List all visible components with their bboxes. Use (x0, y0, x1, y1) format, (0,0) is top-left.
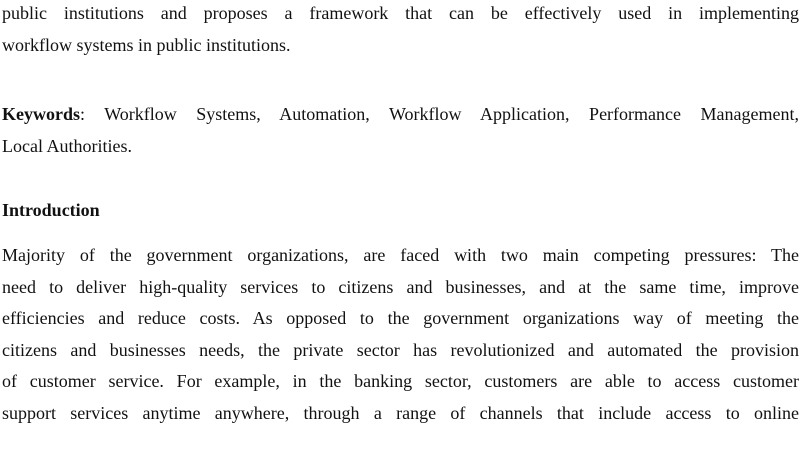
keywords-label: Keywords (2, 104, 80, 124)
abstract-continuation (2, 0, 799, 61)
intro-line-4: citizens and businesses needs, the private sector has revolutionized and automated the provision (2, 339, 799, 360)
intro-line-5: of customer service. For example, in the banking sector, customers are able to access customer (2, 371, 799, 392)
section-heading-introduction: Introduction (2, 200, 100, 220)
keywords-list-part-1: : Workflow Systems, Automation, Workflow Application, Performance Management, (80, 104, 799, 124)
abstract-line-2: workflow systems in public institutions. (2, 34, 291, 55)
abstract-line-1: public institutions and proposes a framework that can be effectively used in implementing (2, 3, 799, 23)
introduction-paragraph (2, 240, 799, 430)
keywords-line-2: Local Authorities. (2, 135, 132, 156)
intro-line-6: support services anytime anywhere, through a range of channels that include access to online (2, 402, 799, 423)
keywords-paragraph (2, 99, 799, 162)
intro-line-1: Majority of the government organizations, are faced with two main competing pressures: The (2, 245, 799, 265)
intro-line-2: need to deliver high-quality services to citizens and businesses, and at the same time, improve (2, 276, 799, 297)
keywords-line-1 (2, 99, 799, 131)
intro-line-3: efficiencies and reduce costs. As opposed to the government organizations way of meeting the (2, 308, 799, 329)
